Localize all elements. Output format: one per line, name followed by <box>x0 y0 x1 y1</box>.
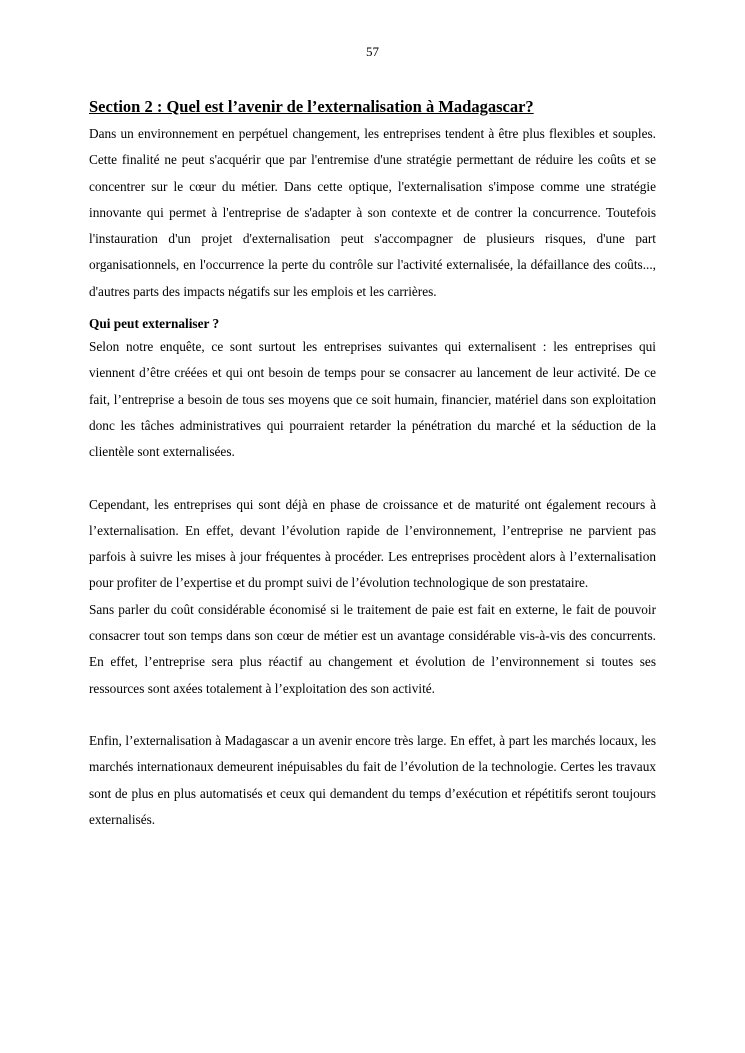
paragraph-new-companies: Selon notre enquête, ce sont surtout les entreprises suivantes qui externalisent : les entreprises qui viennent d’être créées et qui ont besoin de temps pour se consacrer au lancement de leur activité. De ce fait, l’entreprise a besoin de tous ses moyens que ce soit humain, financier, matériel dans son exploitation donc les tâches administratives qui pourraient retarder la pénétration du marché et la séduction de la clientèle sont externalisées. <box>89 339 656 460</box>
intro-paragraph: Dans un environnement en perpétuel changement, les entreprises tendent à être plus flexibles et souples. Cette finalité ne peut s'acquérir que par l'entremise d'une stratégie permettant de réduire les coûts et se concentrer sur le cœur du métier. Dans cette optique, l'externalisation s'impose comme une stratégie innovante qui permet à l'entreprise de s'adapter à son contexte et de contrer la concurrence. Toutefois l'instauration d'un projet d'externalisation peut s'accompagner de plusieurs risques, d'une part organisationnels, en l'occurrence la perte du contrôle sur l'activité externalisée, la défaillance des coûts..., d'autres parts des impacts négatifs sur les emplois et les carrières. <box>89 126 656 299</box>
paragraph-future-outlook: Enfin, l’externalisation à Madagascar a un avenir encore très large. En effet, à part les marchés locaux, les marchés internationaux demeurent inépuisables du fait de l’évolution de la technologie. Certes les travaux sont de plus en plus automatisés et ceux qui demandent du temps d’exécution et répétitifs seront toujours externalisés. <box>89 732 656 827</box>
document-body <box>89 96 656 833</box>
section-title: Section 2 : Quel est l’avenir de l’externalisation à Madagascar? <box>89 97 534 116</box>
paragraph-mature-companies: Cependant, les entreprises qui sont déjà en phase de croissance et de maturité ont également recours à l’externalisation. En effet, devant l’évolution rapide de l’environnement, l’entreprise ne parvient pas parfois à suivre les mises à jour fréquentes à procéder. Les entreprises procèdent alors à l’externalisation pour profiter de l’expertise et du prompt suivi de l’évolution technologique de son prestataire. <box>89 496 656 591</box>
paragraph-cost-savings: Sans parler du coût considérable économisé si le traitement de paie est fait en externe, le fait de pouvoir consacrer tout son temps dans son cœur de métier est un avantage considérable vis-à-vis des concurrents. En effet, l’entreprise sera plus réactif au changement et évolution de l’environnement si toutes ses ressources sont axées totalement à l’exploitation des son activité. <box>89 601 656 696</box>
paragraph-gap <box>89 702 656 728</box>
paragraph-gap <box>89 466 656 492</box>
subsection-heading: Qui peut externaliser ? <box>89 316 220 332</box>
page-number: 57 <box>366 44 379 59</box>
